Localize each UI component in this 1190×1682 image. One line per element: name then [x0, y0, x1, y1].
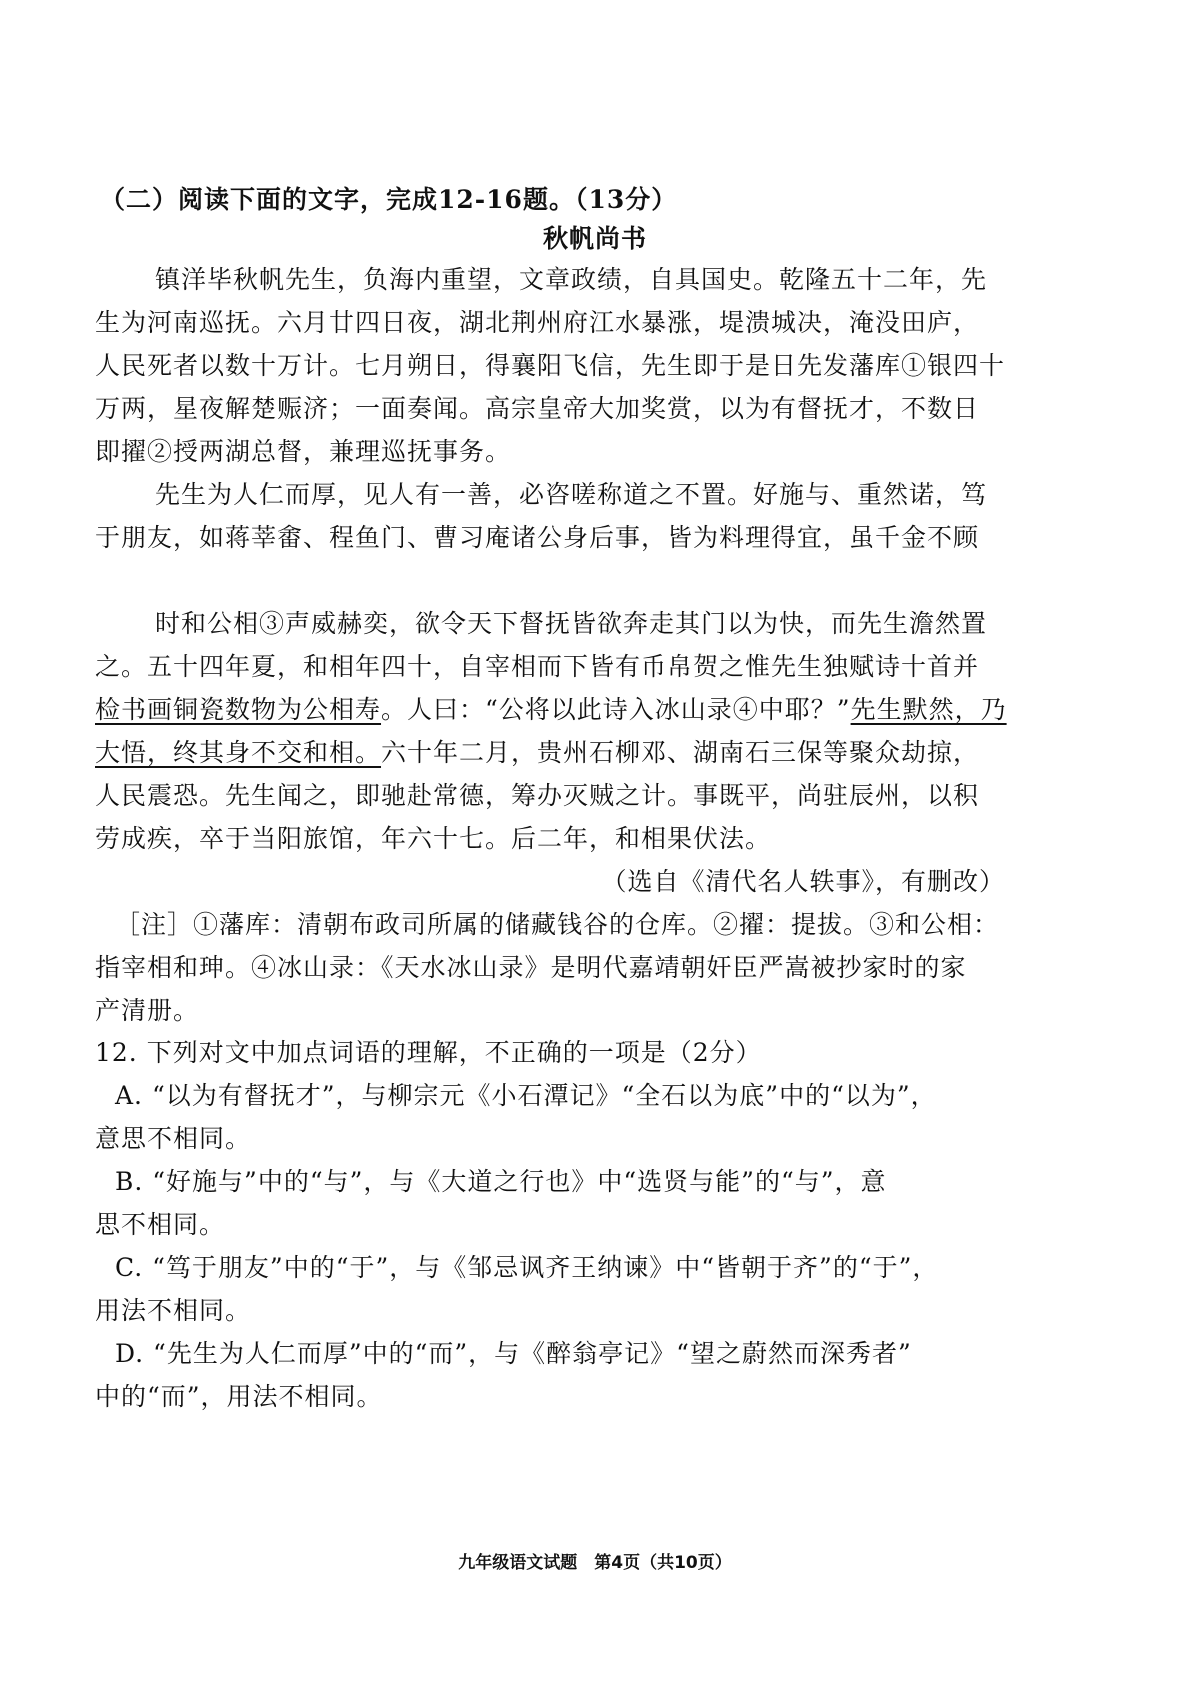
- underlined-sentence: 先生默然，乃: [850, 695, 1007, 724]
- question-stem: 12. 下列对文中加点词语的理解，不正确的一项是（2分）: [95, 1038, 762, 1067]
- note-line: 产清册。: [95, 996, 200, 1025]
- option-d-cont: 中的“而”，用法不相同。: [95, 1382, 383, 1411]
- option-c-cont: 用法不相同。: [95, 1296, 252, 1325]
- passage-line: 生为河南巡抚。六月廿四日夜，湖北荆州府江水暴涨，堤溃城决，淹没田庐，: [95, 308, 980, 337]
- passage-line: 时和公相③声威赫奕，欲令天下督抚皆欲奔走其门以为快，而先生澹然置: [155, 609, 988, 638]
- option-b: B. “好施与”中的“与”，与《大道之行也》中“选贤与能”的“与”，意: [115, 1167, 887, 1196]
- option-c: C. “笃于朋友”中的“于”，与《邹忌讽齐王纳谏》中“皆朝于齐”的“于”，: [115, 1253, 939, 1282]
- section-header: （二）阅读下面的文字，完成12-16题。（13分）: [100, 185, 678, 214]
- option-d: D. “先生为人仁而厚”中的“而”，与《醉翁亭记》“望之蔚然而深秀者”: [115, 1339, 912, 1368]
- underlined-sentence: 检书画铜瓷数物为公相寿: [95, 695, 382, 724]
- passage-line: 先生为人仁而厚，见人有一善，必咨嗟称道之不置。好施与、重然诺，笃: [155, 480, 988, 509]
- passage-line: 人民震恐。先生闻之，即驰赴常德，筹办灭贼之计。事既平，尚驻辰州，以积: [95, 781, 980, 810]
- passage-title: 秋帆尚书: [542, 224, 647, 253]
- passage-line: 之。五十四年夏，和相年四十，自宰相而下皆有币帛贺之惟先生独赋诗十首并: [95, 652, 980, 681]
- note-line: ［注］①藩库：清朝布政司所属的储藏钱谷的仓库。②擢：提拔。③和公相：: [115, 910, 1000, 939]
- passage-line: 万两，星夜解楚赈济；一面奏闻。高宗皇帝大加奖赏，以为有督抚才，不数日: [95, 394, 980, 423]
- note-line: 指宰相和珅。④冰山录：《天水冰山录》是明代嘉靖朝奸臣严嵩被抄家时的家: [95, 953, 967, 982]
- passage-line: 于朋友，如蒋莘畬、程鱼门、曹习庵诸公身后事，皆为料理得宜，虽千金不顾: [95, 523, 980, 552]
- option-b-cont: 思不相同。: [95, 1210, 226, 1239]
- page-footer: 九年级语文试题 第4页（共10页）: [458, 1553, 732, 1573]
- passage-text: 。人曰：“公将以此诗入冰山录④中耶？”: [381, 695, 851, 724]
- underlined-sentence: 大悟，终其身不交和相。: [95, 738, 382, 767]
- passage-line: [95, 736, 1005, 770]
- passage-line: [95, 693, 1005, 727]
- option-a-cont: 意思不相同。: [95, 1124, 252, 1153]
- passage-line: 即擢②授两湖总督，兼理巡抚事务。: [95, 437, 512, 466]
- source-citation: （选自《清代名人轶事》，有删改）: [601, 867, 1005, 896]
- passage-line: 人民死者以数十万计。七月朔日，得襄阳飞信，先生即于是日先发藩库①银四十: [95, 351, 1006, 380]
- passage-text: 六十年二月，贵州石柳邓、湖南石三保等聚众劫掠，: [381, 738, 980, 767]
- passage-line: 劳成疾，卒于当阳旅馆，年六十七。后二年，和相果伏法。: [95, 824, 772, 853]
- passage-line: 镇洋毕秋帆先生，负海内重望，文章政绩，自具国史。乾隆五十二年，先: [155, 265, 988, 294]
- option-a: A. “以为有督抚才”，与柳宗元《小石潭记》“全石以为底”中的“以为”，: [115, 1081, 937, 1110]
